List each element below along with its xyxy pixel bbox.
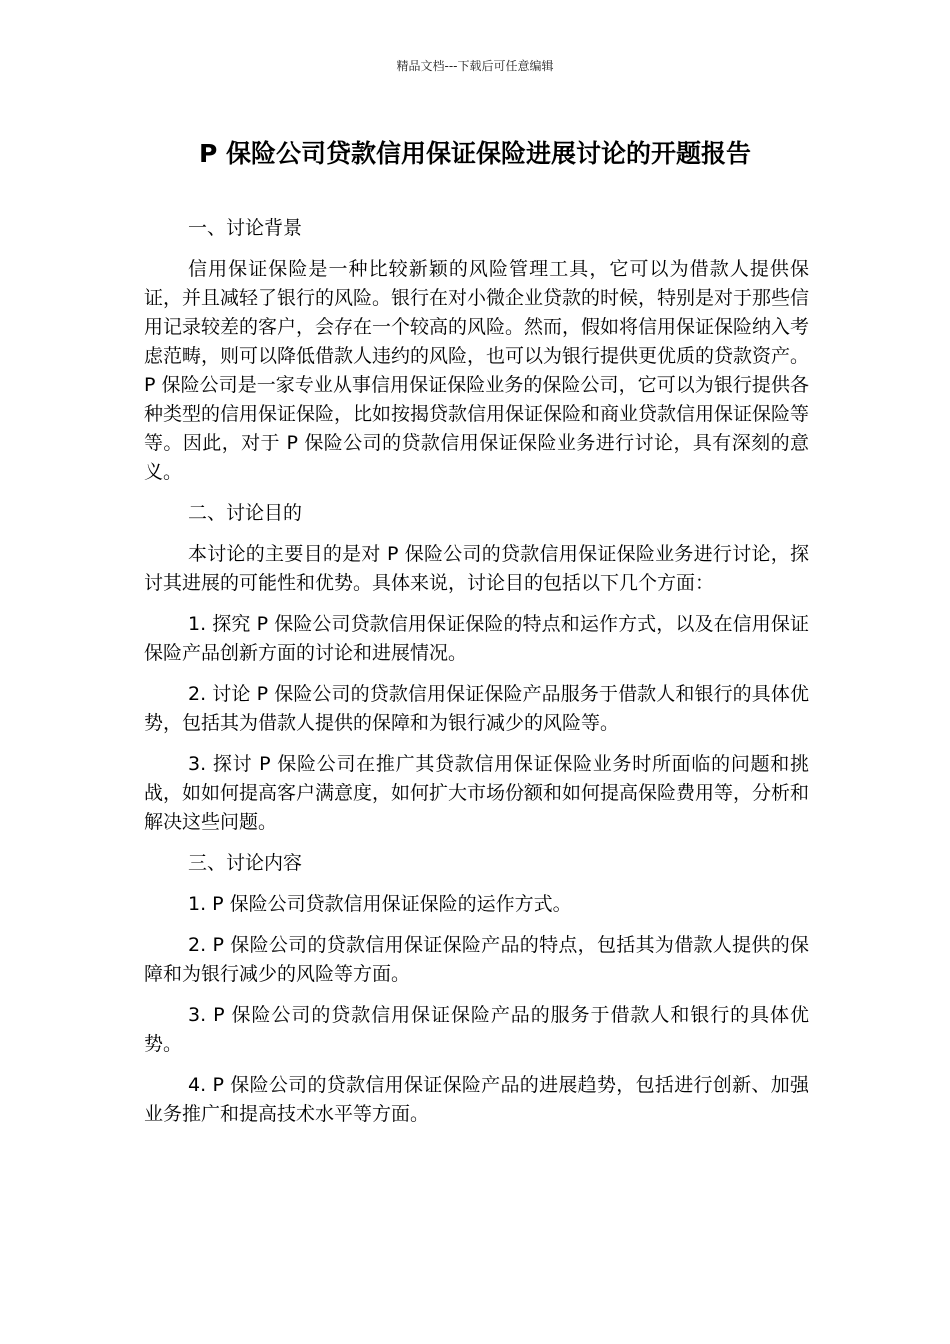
list-item: 2. P 保险公司的贷款信用保证保险产品的特点，包括其为借款人提供的保障和为银行减少的风险等方面。 [144,934,809,985]
list-item: 2. 讨论 P 保险公司的贷款信用保证保险产品服务于借款人和银行的具体优势，包括其为借款人提供的保障和为银行减少的风险等。 [144,683,809,734]
document-body [144,214,809,1141]
list-item: 3. 探讨 P 保险公司在推广其贷款信用保证保险业务时所面临的问题和挑战，如如何提高客户满意度，如何扩大市场份额和如何提高保险费用等，分析和解决这些问题。 [144,753,810,833]
list-item: 1. P 保险公司贷款信用保证保险的运作方式。 [188,893,572,915]
list-item: 3. P 保险公司的贷款信用保证保险产品的服务于借款人和银行的具体优势。 [144,1004,809,1055]
section-heading-purpose: 二、讨论目的 [188,502,303,524]
section-heading-content: 三、讨论内容 [188,852,303,874]
document-title: P 保险公司贷款信用保证保险进展讨论的开题报告 [198,139,752,168]
paragraph: 信用保证保险是一种比较新颖的风险管理工具，它可以为借款人提供保证，并且减轻了银行的风险。银行在对小微企业贷款的时候，特别是对于那些信用记录较差的客户，会存在一个较高的风险。然而，假如将信用保证保险纳入考虑范畴，则可以降低借款人违约的风险，也可以为银行提供更优质的贷款资产。P 保险公司是一家专业从事信用保证保险业务的保险公司，它可以为银行提供各种类型的信用保证保险，比如按揭贷款信用保证保险和商业贷款信用保证保险等等。因此，对于 P 保险公司的贷款信用保证保险业务进行讨论，具有深刻的意义。 [144,258,810,483]
section-heading-background: 一、讨论背景 [188,217,303,239]
list-item: 1. 探究 P 保险公司贷款信用保证保险的特点和运作方式，以及在信用保证保险产品创新方面的讨论和进展情况。 [144,613,809,664]
list-item: 4. P 保险公司的贷款信用保证保险产品的进展趋势，包括进行创新、加强业务推广和提高技术水平等方面。 [144,1074,809,1125]
paragraph: 本讨论的主要目的是对 P 保险公司的贷款信用保证保险业务进行讨论，探讨其进展的可能性和优势。具体来说，讨论目的包括以下几个方面： [144,543,809,594]
page-header: 精品文档---下载后可任意编辑 [396,59,554,73]
